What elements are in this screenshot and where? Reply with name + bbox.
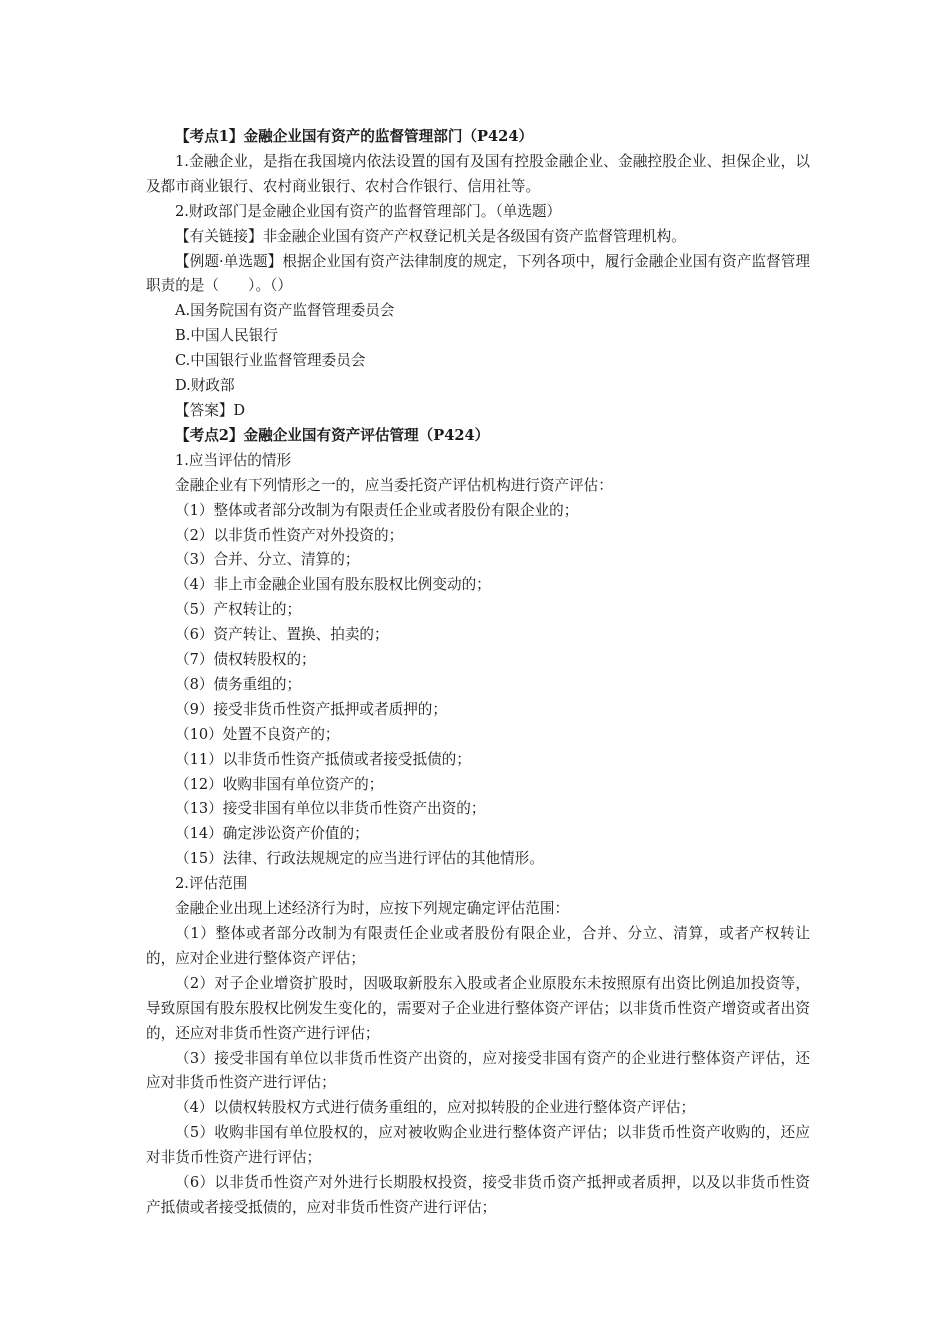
option-c: C.中国银行业监督管理委员会 [175,352,366,370]
list-item: （15）法律、行政法规规定的应当进行评估的其他情形。 [175,850,544,868]
list-item: （14）确定涉讼资产价值的； [175,825,369,843]
list-item: （1）整体或者部分改制为有限责任企业或者股份有限企业的； [175,501,579,519]
option-a: A.国务院国有资产监督管理委员会 [175,302,395,320]
example-question: 【例题·单选题】根据企业国有资产法律制度的规定，下列各项中，履行金融企业国有资产监督管理职责的是（ ）。（） [146,252,810,295]
list-item: （5）收购非国有单位股权的，应对被收购企业进行整体资产评估；以非货币性资产收购的，还应对非货币性资产进行评估； [146,1124,810,1167]
subheading: 2.评估范围 [175,875,248,893]
list-item: （6）资产转让、置换、拍卖的； [175,626,389,644]
list-item: （7）债权转股权的； [175,651,316,669]
option-d: D.财政部 [175,377,235,395]
list-item: （1）整体或者部分改制为有限责任企业或者股份有限企业，合并、分立、清算，或者产权转让的，应对企业进行整体资产评估； [146,925,810,967]
section-heading-1: 【考点1】金融企业国有资产的监督管理部门（P424） [175,128,534,145]
list-item: （10）处置不良资产的； [175,725,340,743]
paragraph: 2.财政部门是金融企业国有资产的监督管理部门。（单选题） [175,202,562,220]
list-item: （3）合并、分立、清算的； [175,551,360,569]
related-link-note: 【有关链接】非金融企业国有资产产权登记机关是各级国有资产监督管理机构。 [175,227,686,245]
list-item: （12）收购非国有单位资产的； [175,775,384,793]
list-item: （4）非上市金融企业国有股东股权比例变动的； [175,576,491,594]
section-heading-2: 【考点2】金融企业国有资产评估管理（P424） [175,426,490,444]
answer: 【答案】D [175,401,246,419]
list-item: （4）以债权转股权方式进行债务重组的，应对拟转股的企业进行整体资产评估； [175,1099,696,1117]
paragraph: 金融企业有下列情形之一的，应当委托资产评估机构进行资产评估： [175,476,613,494]
list-item: （5）产权转让的； [175,601,302,619]
list-item: （3）接受非国有单位以非货币性资产出资的，应对接受非国有资产的企业进行整体资产评估，还应对非货币性资产进行评估； [146,1049,810,1092]
list-item: （9）接受非货币性资产抵押或者质押的； [175,700,447,718]
list-item: （2）以非货币性资产对外投资的； [175,526,404,544]
document-page [146,125,810,1221]
list-item: （6）以非货币性资产对外进行长期股权投资，接受非货币资产抵押或者质押，以及以非货币性资产抵债或者接受抵债的，应对非货币性资产进行评估； [146,1174,810,1216]
subheading: 1.应当评估的情形 [175,451,292,469]
list-item: （2）对子企业增资扩股时，因吸取新股东入股或者企业原股东未按照原有出资比例追加投资等，导致原国有股东股权比例发生变化的，需要对子企业进行整体资产评估；以非货币性资产增资或者出资的，还应对非货币性资产进行评估； [146,974,810,1042]
option-b: B.中国人民银行 [175,327,278,345]
list-item: （11）以非货币性资产抵债或者接受抵债的； [175,750,471,768]
paragraph: 1.金融企业，是指在我国境内依法设置的国有及国有控股金融企业、金融控股企业、担保企业，以及都市商业银行、农村商业银行、农村合作银行、信用社等。 [146,152,810,195]
paragraph: 金融企业出现上述经济行为时，应按下列规定确定评估范围： [175,900,570,918]
list-item: （13）接受非国有单位以非货币性资产出资的； [175,800,486,818]
list-item: （8）债务重组的； [175,675,302,693]
